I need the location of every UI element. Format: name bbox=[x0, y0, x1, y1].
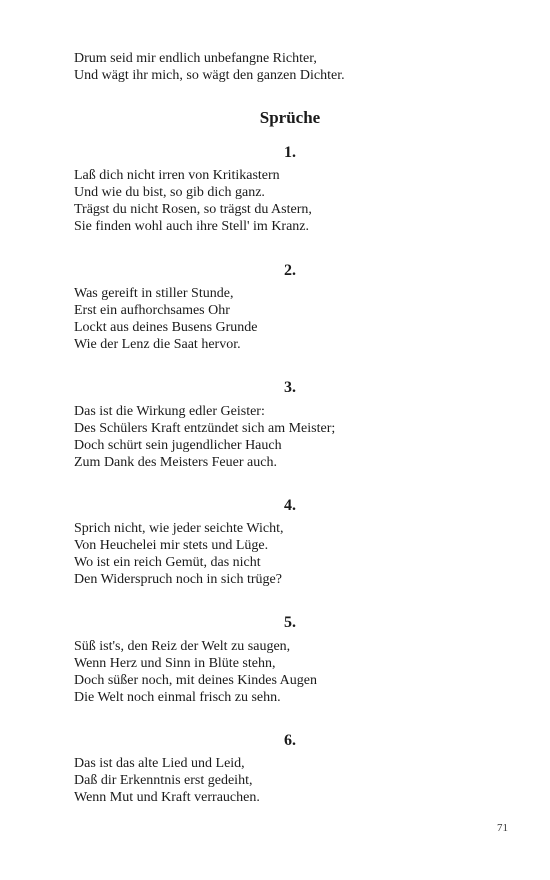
poem-number-4: 4. bbox=[284, 497, 296, 514]
poem-1-line-1: Laß dich nicht irren von Kritikastern bbox=[74, 168, 280, 183]
poem-4-line-2: Von Heuchelei mir stets und Lüge. bbox=[74, 538, 269, 553]
poem-number-3: 3. bbox=[284, 379, 296, 396]
poem-3-line-3: Doch schürt sein jugendlicher Hauch bbox=[74, 438, 282, 453]
poem-3-line-2: Des Schülers Kraft entzündet sich am Meister; bbox=[74, 421, 336, 436]
poem-2-line-1: Was gereift in stiller Stunde, bbox=[74, 286, 234, 301]
poem-5-line-3: Doch süßer noch, mit deines Kindes Augen bbox=[74, 673, 318, 688]
poem-1-line-3: Trägst du nicht Rosen, so trägst du Astern, bbox=[74, 202, 312, 217]
poem-6-line-2: Daß dir Erkenntnis erst gedeiht, bbox=[74, 773, 253, 788]
poem-number-6: 6. bbox=[284, 732, 296, 749]
intro-line-1: Drum seid mir endlich unbefangne Richter, bbox=[74, 51, 317, 66]
page-number: 71 bbox=[497, 822, 508, 834]
poem-2-line-3: Lockt aus deines Busens Grunde bbox=[74, 320, 258, 335]
poem-4-line-4: Den Widerspruch noch in sich trüge? bbox=[74, 572, 282, 587]
intro-line-2: Und wägt ihr mich, so wägt den ganzen Dichter. bbox=[74, 68, 345, 83]
poem-1-line-4: Sie finden wohl auch ihre Stell' im Kranz. bbox=[74, 219, 310, 234]
poem-1-line-2: Und wie du bist, so gib dich ganz. bbox=[74, 185, 265, 200]
poem-3-line-4: Zum Dank des Meisters Feuer auch. bbox=[74, 455, 277, 470]
poem-2-line-4: Wie der Lenz die Saat hervor. bbox=[74, 337, 241, 352]
poem-2-line-2: Erst ein aufhorchsames Ohr bbox=[74, 303, 230, 318]
poem-4-line-3: Wo ist ein reich Gemüt, das nicht bbox=[74, 555, 261, 570]
section-title: Sprüche bbox=[259, 108, 321, 127]
poem-4-line-1: Sprich nicht, wie jeder seichte Wicht, bbox=[74, 521, 284, 536]
poem-5-line-1: Süß ist's, den Reiz der Welt zu saugen, bbox=[74, 639, 291, 654]
poem-number-1: 1. bbox=[284, 144, 296, 161]
poem-number-2: 2. bbox=[284, 262, 296, 279]
poem-6-line-3: Wenn Mut und Kraft verrauchen. bbox=[74, 790, 260, 805]
poem-5-line-2: Wenn Herz und Sinn in Blüte stehn, bbox=[74, 656, 276, 671]
poem-number-5: 5. bbox=[284, 614, 296, 631]
poem-5-line-4: Die Welt noch einmal frisch zu sehn. bbox=[74, 690, 281, 705]
poem-3-line-1: Das ist die Wirkung edler Geister: bbox=[74, 404, 265, 419]
poem-6-line-1: Das ist das alte Lied und Leid, bbox=[74, 756, 245, 771]
